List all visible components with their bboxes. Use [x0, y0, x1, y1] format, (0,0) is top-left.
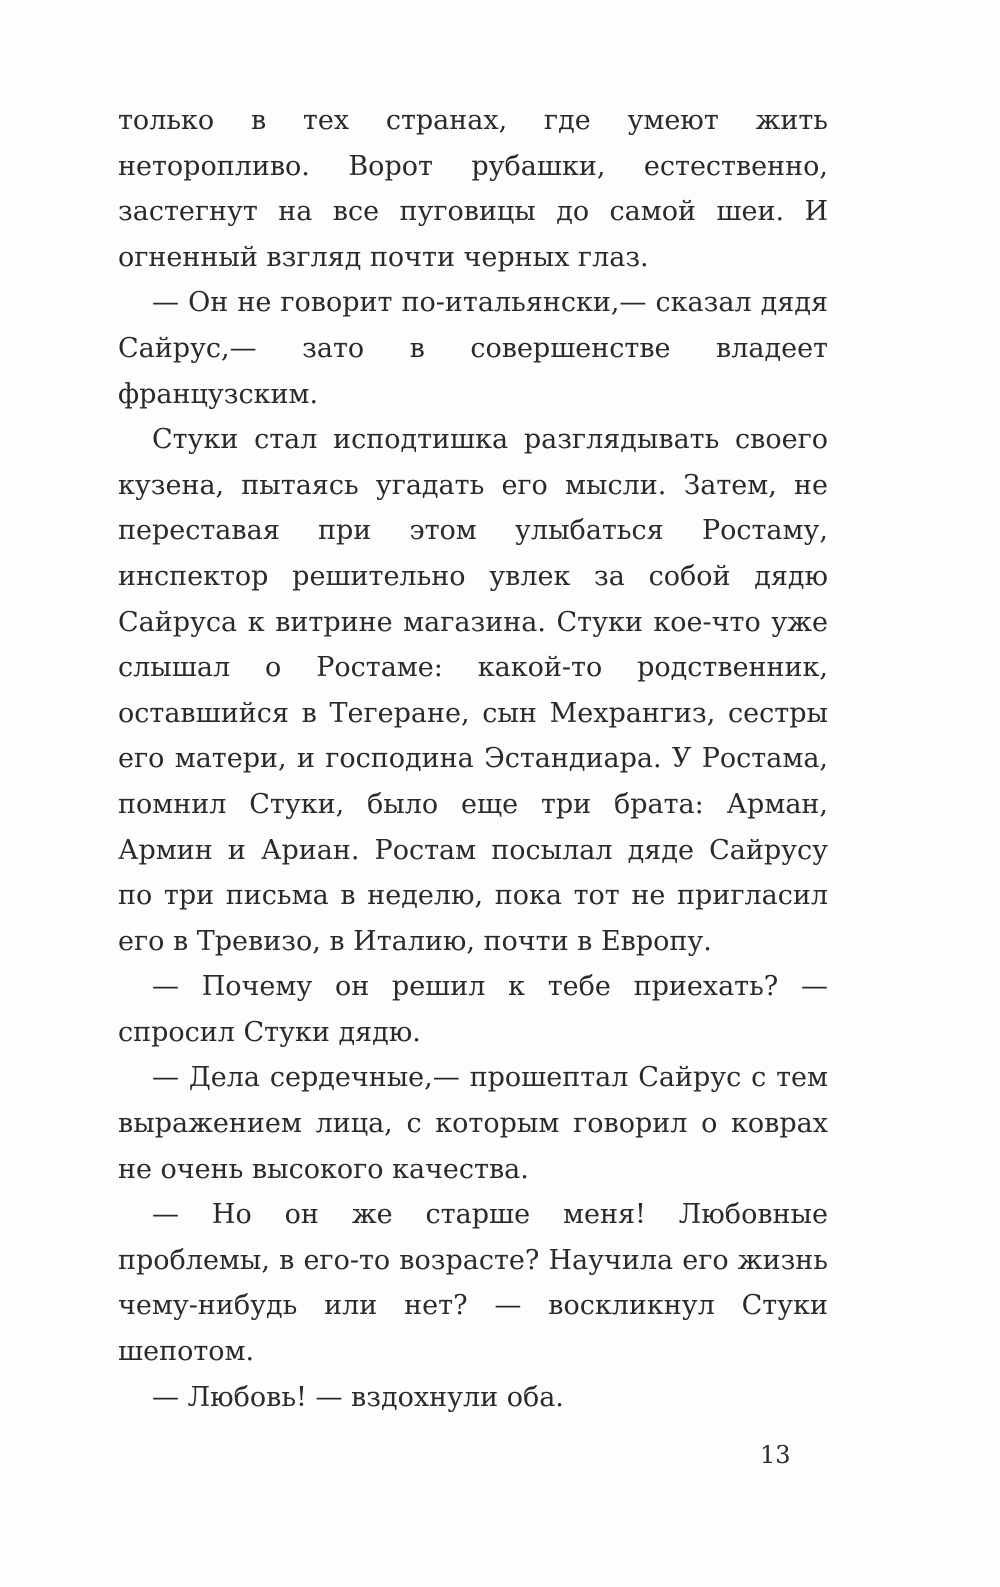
paragraph-1: только в тех странах, где умеют жить неторопливо. Ворот рубашки, естественно, застегнут на все пуговицы до самой шеи. И огненный взгляд почти черных глаз. [118, 105, 828, 273]
paragraph-4: — Почему он решил к тебе приехать? — спросил Стуки дядю. [118, 971, 828, 1048]
paragraph-7: — Любовь! — вздохнули оба. [152, 1381, 564, 1413]
paragraph-6: — Но он же старше меня! Любовные проблемы, в его-то возрасте? Научила его жизнь чему-нибудь или нет? — воскликнул Стуки шепотом. [118, 1199, 828, 1368]
page-number: 13 [760, 1441, 791, 1469]
paragraph-5: — Дела сердечные,— прошептал Сайрус с тем выражением лица, с которым говорил о коврах не очень высокого качества. [118, 1062, 828, 1185]
paragraph-3: Стуки стал исподтишка разглядывать своего кузена, пытаясь угадать его мысли. Затем, не переставая при этом улыбаться Ростаму, инспектор решительно увлек за собой дядю Сайруса к витрине магазина. Стуки кое-что уже слышал о Ростаме: какой-то родственник, оставшийся в Тегеране, сын Мехрангиз, сестры его матери, и господина Эстандиара. У Ростама, помнил Стуки, было еще три брата: Арман, Армин и Ариан. Ростам посылал дяде Сайрусу по три письма в неделю, пока тот не пригласил его в Тревизо, в Италию, почти в Европу. [118, 424, 828, 957]
body-text [118, 98, 828, 1420]
paragraph-2: — Он не говорит по-итальянски,— сказал дядя Сайрус,— зато в совершенстве владеет французским. [118, 287, 828, 410]
